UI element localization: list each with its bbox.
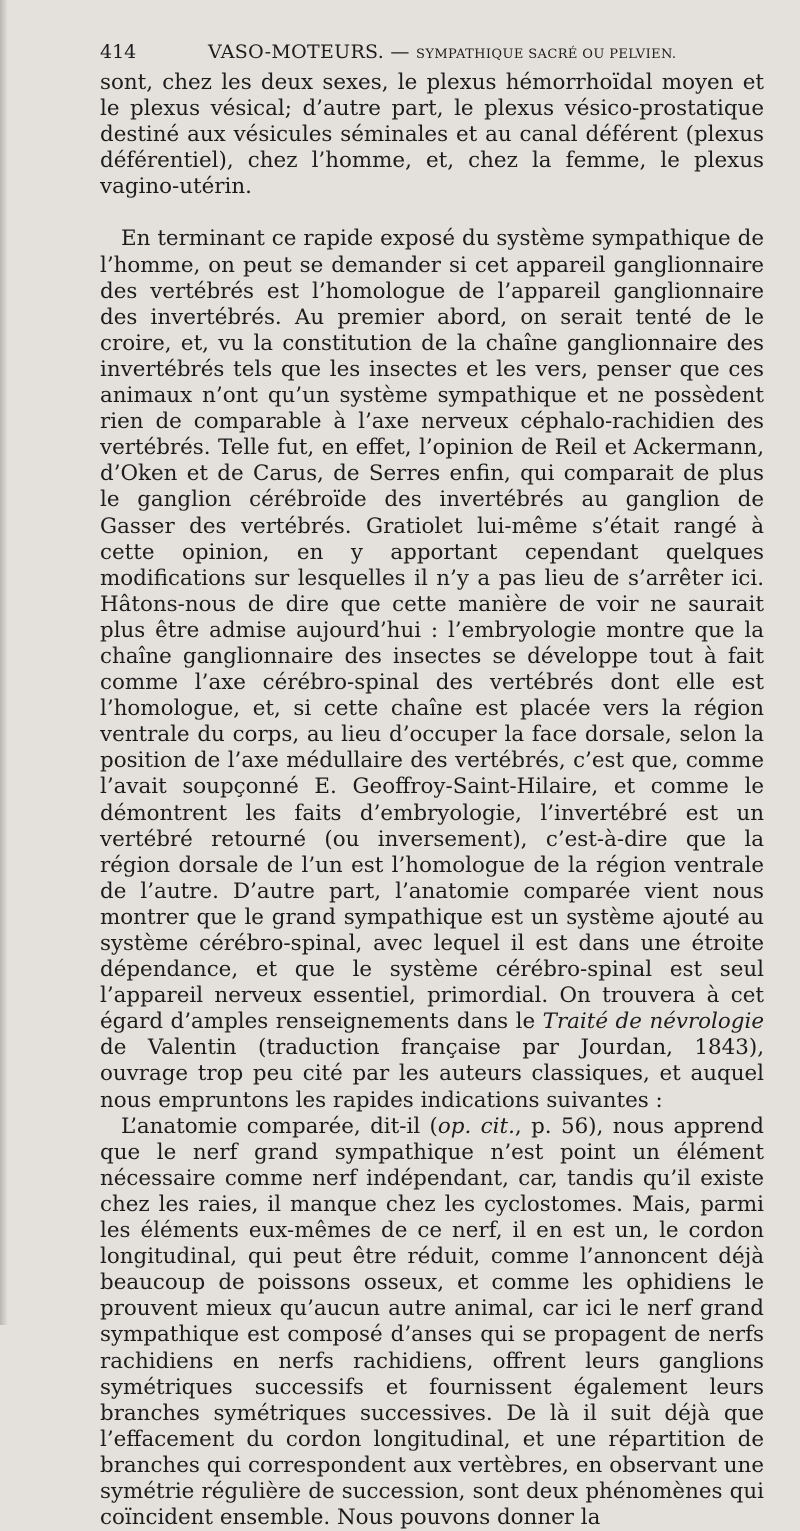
page-number: 414 (100, 41, 137, 63)
running-title-main: VASO-MOTEURS. (208, 41, 385, 63)
paragraph-homology (100, 226, 764, 1113)
page-gutter-shadow (0, 0, 8, 1325)
paragraph-comparative-anatomy (100, 1114, 764, 1531)
running-title-dash: — (390, 41, 410, 63)
citation-italic: op. cit. (437, 1113, 515, 1139)
running-title (208, 38, 676, 69)
paragraph-text: L’anatomie comparée, dit-il ( (121, 1113, 438, 1139)
paragraph-text-after: , p. 56), nous apprend que le nerf grand sympathique n’est point un élément nécessaire comme nerf indépendant, car, tandis qu’il existe chez les raies, il manque chez les cyclostomes. Mais, parmi les éléments eux-mêmes de ce nerf, il en est un, le cordon longitudinal, qui peut être réduit, comme l’annoncent déjà beaucoup de poissons osseux, et comme les ophidiens le prouvent mieux qu’aucun autre animal, car ici le nerf grand sympathique est composé d’anses qui se propagent de nerfs rachidiens en nerfs rachidiens, offrent leurs ganglions symétriques successifs et fournissent également leurs branches symétriques successives. De là il suit déjà que l’effacement du cordon longitudinal, et une répartition de branches qui correspondent aux vertèbres, en observant une symétrie régulière de succession, sont deux phénomènes qui coïncident ensemble. Nous pouvons donner la (100, 1113, 764, 1531)
running-title-subtitle: SYMPATHIQUE SACRÉ OU PELVIEN. (416, 47, 677, 62)
paragraph-text: sont, chez les deux sexes, le plexus hémorrhoïdal moyen et le plexus vésical; d’autre part, le plexus vésico-prostatique destiné aux vésicules séminales et au canal déférent (plexus déférentiel), chez l’homme, et, chez la femme, le plexus vagino-utérin. (100, 70, 764, 200)
paragraph-text: En terminant ce rapide exposé du système sympathique de l’homme, on peut se demander si cet appareil ganglionnaire des vertébrés est l’homologue de l’appareil ganglionnaire des invertébrés. Au premier abord, on serait tenté de le croire, et, vu la constitution de la chaîne ganglionnaire des invertébrés tels que les insectes et les vers, penser que ces animaux n’ont qu’un système sympathique et ne possèdent rien de comparable à l’axe nerveux céphalo-rachidien des vertébrés. Telle fut, en effet, l’opinion de Reil et Ackermann, d’Oken et de Carus, de Serres enfin, qui comparait de plus le ganglion cérébroïde des invertébrés au ganglion de Gasser des vertébrés. Gratiolet lui-même s’était rangé à cette opinion, en y apportant cependant quelques modifications sur lesquelles il n’y a pas lieu de s’arrêter ici. Hâtons-nous de dire que cette manière de voir ne saurait plus être admise aujourd’hui : l’embryologie montre que la chaîne ganglionnaire des insectes se développe tout à fait comme l’axe cérébro-spinal des vertébrés dont elle est l’homologue, et, si cette chaîne est placée vers la région ventrale du corps, au lieu d’occuper la face dorsale, selon la position de l’axe médullaire des vertébrés, c’est que, comme l’avait soupçonné E. Geoffroy-Saint-Hilaire, et comme le démontrent les faits d’embryologie, l’invertébré est un vertébré retourné (ou inversement), c’est-à-dire que la région dorsale de l’un est l’homologue de la région ventrale de l’autre. D’autre part, l’anatomie comparée vient nous montrer que le grand sympathique est un système ajouté au système cérébro-spinal, avec lequel il est dans une étroite dépendance, et que le système cérébro-spinal est seul l’appareil nerveux essentiel, primordial. On trouvera à cet égard d’amples renseignements dans le (100, 226, 764, 1035)
paragraph-text-after: de Valentin (traduction française par Jourdan, 1843), ouvrage trop peu cité par les auteurs classiques, et auquel nous empruntons les rapides indications suivantes : (100, 1035, 764, 1113)
running-header (100, 38, 765, 66)
page-body (100, 70, 764, 1531)
book-title-italic: Traité de névrologie (542, 1009, 764, 1035)
paragraph-continuation (100, 70, 764, 200)
